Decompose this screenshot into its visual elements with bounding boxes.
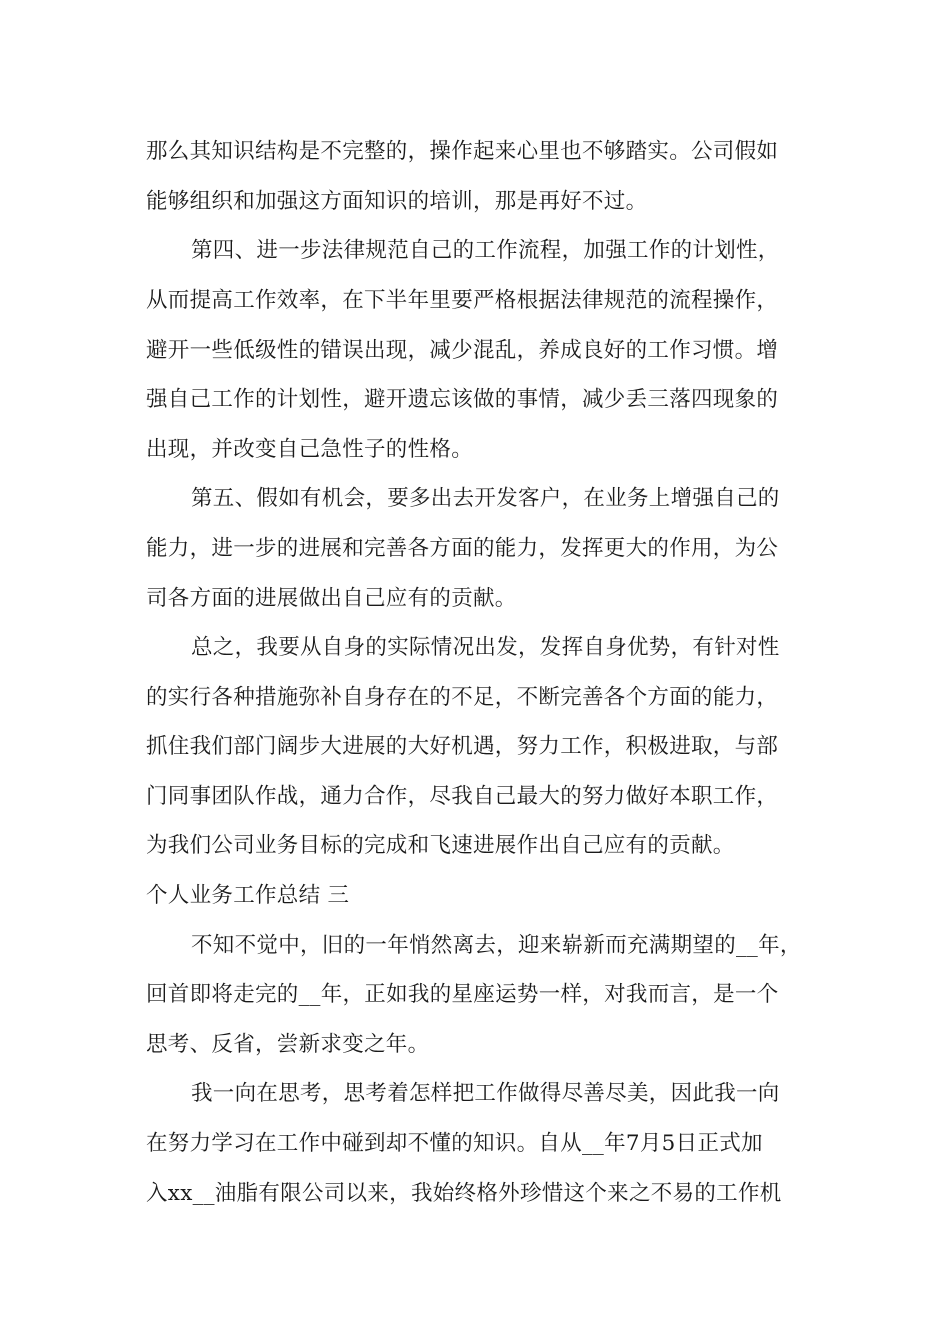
paragraph-line: 强自己工作的计划性，避开遗忘该做的事情，减少丢三落四现象的: [146, 387, 779, 412]
paragraph-line: 不知不觉中，旧的一年悄然离去，迎来崭新而充满期望的__年，: [191, 933, 802, 958]
paragraph-line: 从而提高工作效率，在下半年里要严格根据法律规范的流程操作，: [146, 288, 779, 313]
paragraph-line: 第五、假如有机会，要多出去开发客户，在业务上增强自己的: [191, 486, 780, 511]
paragraph-line: 避开一些低级性的错误出现，减少混乱，养成良好的工作习惯。增: [146, 338, 779, 363]
paragraph-line: 我一向在思考，思考着怎样把工作做得尽善尽美，因此我一向: [191, 1081, 780, 1106]
paragraph-line: 的实行各种措施弥补自身存在的不足，不断完善各个方面的能力，: [146, 685, 779, 710]
paragraph-line: 能力，进一步的进展和完善各方面的能力，发挥更大的作用，为公: [146, 536, 779, 561]
paragraph-line: 回首即将走完的__年，正如我的星座运势一样，对我而言，是一个: [146, 982, 779, 1007]
paragraph-line: 思考、反省，尝新求变之年。: [146, 1032, 430, 1057]
paragraph-line: 入xx__油脂有限公司以来，我始终格外珍惜这个来之不易的工作机: [146, 1181, 782, 1206]
paragraph-line: 门同事团队作战，通力合作，尽我自己最大的努力做好本职工作，: [146, 784, 779, 809]
paragraph-line: 抓住我们部门阔步大进展的大好机遇，努力工作，积极进取，与部: [146, 734, 779, 759]
paragraph-line: 司各方面的进展做出自己应有的贡献。: [146, 586, 517, 611]
paragraph-line: 能够组织和加强这方面知识的培训，那是再好不过。: [146, 189, 648, 214]
section-heading: 个人业务工作总结 三: [146, 883, 350, 908]
paragraph-line: 那么其知识结构是不完整的，操作起来心里也不够踏实。公司假如: [146, 139, 779, 164]
paragraph-line: 出现，并改变自己急性子的性格。: [146, 437, 474, 462]
paragraph-line: 第四、进一步法律规范自己的工作流程，加强工作的计划性，: [191, 238, 780, 263]
paragraph-line: 在努力学习在工作中碰到却不懂的知识。自从__年7月5日正式加: [146, 1131, 763, 1156]
paragraph-line: 总之，我要从自身的实际情况出发，发挥自身优势，有针对性: [191, 635, 780, 660]
paragraph-line: 为我们公司业务目标的完成和飞速进展作出自己应有的贡献。: [146, 833, 735, 858]
